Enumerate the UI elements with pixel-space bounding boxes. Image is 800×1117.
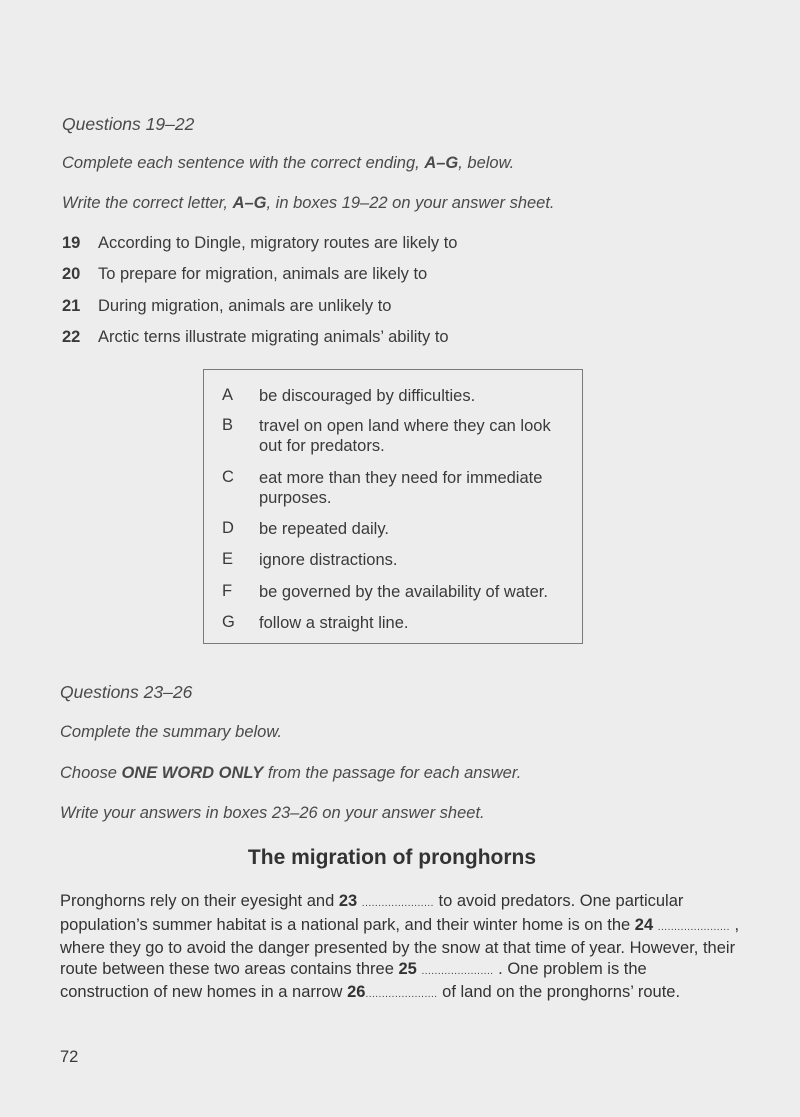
instruction-bold: ONE WORD ONLY <box>121 764 264 782</box>
option-text: travel on open land where they can look out for predators. <box>259 417 551 455</box>
gap-number-25: 25 <box>398 959 417 978</box>
answer-gap-23: ...................... <box>361 898 434 909</box>
question-number: 22 <box>62 328 81 346</box>
summary-text: of land on the pronghorns’ route. <box>442 983 681 1001</box>
instruction-write-answers: Write your answers in boxes 23–26 on your answer sheet. <box>60 804 485 822</box>
summary-text: to avoid predators. One particular population’s summer habitat is a national park, and their winter home is on the <box>60 892 684 934</box>
summary-text: , where they go to avoid the danger presented by the snow at that time of year. However, their route between these two areas contains three <box>60 915 740 978</box>
question-21 <box>62 297 391 316</box>
gap-number-26: 26 <box>347 983 366 1001</box>
question-20 <box>62 265 427 284</box>
questions-23-26-heading: Questions 23–26 <box>60 682 193 702</box>
instruction-complete-summary: Complete the summary below. <box>60 723 282 741</box>
question-number: 19 <box>62 234 81 252</box>
option-text: eat more than they need for immediate purposes. <box>259 469 543 507</box>
summary-text: Pronghorns rely on their eyesight and <box>60 892 335 910</box>
option-text: follow a straight line. <box>259 614 409 632</box>
option-letter: D <box>222 519 234 537</box>
option-letter: B <box>222 416 234 434</box>
questions-19-22-heading: Questions 19–22 <box>62 114 195 134</box>
instruction-complete-sentences <box>62 154 514 173</box>
option-letter: F <box>222 582 233 600</box>
instruction-text: Complete each sentence with the correct ending, <box>62 154 420 172</box>
answer-gap-24: ...................... <box>657 921 730 933</box>
question-text: To prepare for migration, animals are likely to <box>98 265 428 283</box>
instruction-end: , in boxes 19–22 on your answer sheet. <box>266 194 555 212</box>
option-text: be governed by the availability of water. <box>259 583 548 601</box>
instruction-range: A–G <box>424 154 459 172</box>
instruction-end: , below. <box>458 154 515 172</box>
summary-text: . One problem is the construction of new homes in a narrow <box>60 959 647 1001</box>
endings-box <box>203 369 583 644</box>
question-text: During migration, animals are unlikely to <box>98 297 392 315</box>
option-letter: C <box>222 468 234 486</box>
gap-number-23: 23 <box>338 892 358 910</box>
question-text: Arctic terns illustrate migrating animals’ ability to <box>98 328 449 346</box>
question-number: 20 <box>62 265 81 283</box>
summary-paragraph <box>60 891 740 1006</box>
question-text: According to Dingle, migratory routes are likely to <box>98 234 458 252</box>
summary-title: The migration of pronghorns <box>247 846 537 869</box>
gap-number-24: 24 <box>634 915 654 934</box>
instruction-text: Choose <box>60 764 117 782</box>
answer-gap-26: ...................... <box>365 989 438 1000</box>
answer-gap-25: ...................... <box>421 965 494 977</box>
option-letter: A <box>222 386 234 404</box>
question-number: 21 <box>62 297 81 315</box>
option-text: be repeated daily. <box>259 520 389 538</box>
option-text: be discouraged by difficulties. <box>259 387 476 405</box>
instruction-choose-one-word <box>60 764 521 783</box>
question-22 <box>62 328 449 347</box>
question-19 <box>62 234 458 253</box>
option-letter: E <box>222 550 234 568</box>
instruction-end: from the passage for each answer. <box>267 764 522 782</box>
instruction-text: Write the correct letter, <box>62 194 228 212</box>
option-text: ignore distractions. <box>259 551 398 569</box>
instruction-write-letter <box>62 194 555 213</box>
page-number: 72 <box>60 1048 79 1066</box>
instruction-range: A–G <box>232 194 267 212</box>
option-letter: G <box>222 613 235 631</box>
